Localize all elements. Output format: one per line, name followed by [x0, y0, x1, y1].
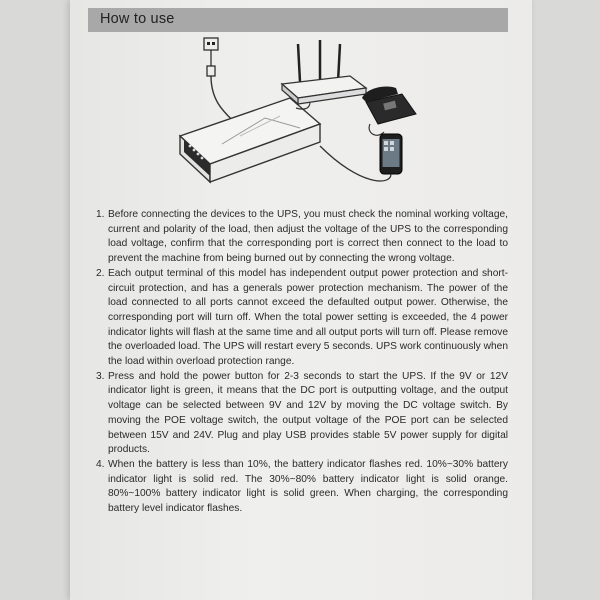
item-text: Press and hold the power button for 2-3 seconds to start the UPS. If the 9V or 12V indicator light is green, it means that the DC port is outputting voltage, and the output voltage can be selected between 9V and 12V by moving the DC voltage switch. By moving the POE voltage switch, the output voltage of the POE port can be selected between 15V and 24V. Plug and play USB provides stable 5V power supply for digital products.	[108, 370, 508, 456]
ups-device-icon	[180, 98, 320, 182]
item-number: 2.	[96, 267, 105, 279]
list-item	[96, 458, 508, 517]
item-text: Each output terminal of this model has independent output power protection and short-circuit protection, and has a generals power protection mechanism. The power of the load connected to all ports cannot exceed the defaulted output power. Otherwise, the corresponding port will turn off. When the total power setting is exceeded, the 4 power indicator lights will flash at the same time and all output ports will turn off. Please remove the overloaded load. The UPS will restart every 5 seconds. UPS work continuously when the load within overload protection range.	[108, 267, 508, 368]
list-item	[96, 370, 508, 458]
item-number: 1.	[96, 209, 105, 220]
ups-connection-diagram-icon	[170, 36, 430, 196]
list-item	[96, 208, 508, 267]
desk-phone-icon	[362, 86, 416, 135]
list-item	[96, 267, 508, 370]
wifi-router-icon	[282, 40, 366, 109]
item-number: 4.	[96, 458, 105, 470]
instructions-list	[96, 208, 508, 517]
item-number: 3.	[96, 370, 105, 382]
power-outlet-icon	[204, 38, 240, 128]
smartphone-icon	[320, 134, 402, 181]
section-title: How to use	[100, 11, 175, 27]
item-text: Before connecting the devices to the UPS, you must check the nominal working voltage, current and polarity of the load, then adjust the voltage of the UPS to the corresponding load voltage, confirm that the corresponding port is correct then connect to the load to prevent the machine from being burned out by connecting the wrong voltage.	[108, 209, 508, 265]
section-header	[88, 8, 508, 32]
item-text: When the battery is less than 10%, the battery indicator flashes red. 10%~30% battery indicator light is solid red. The 30%~80% battery indicator light is solid orange. 80%~100% battery indicator light is solid green. When charging, the corresponding battery level indicator flashes.	[108, 458, 508, 515]
